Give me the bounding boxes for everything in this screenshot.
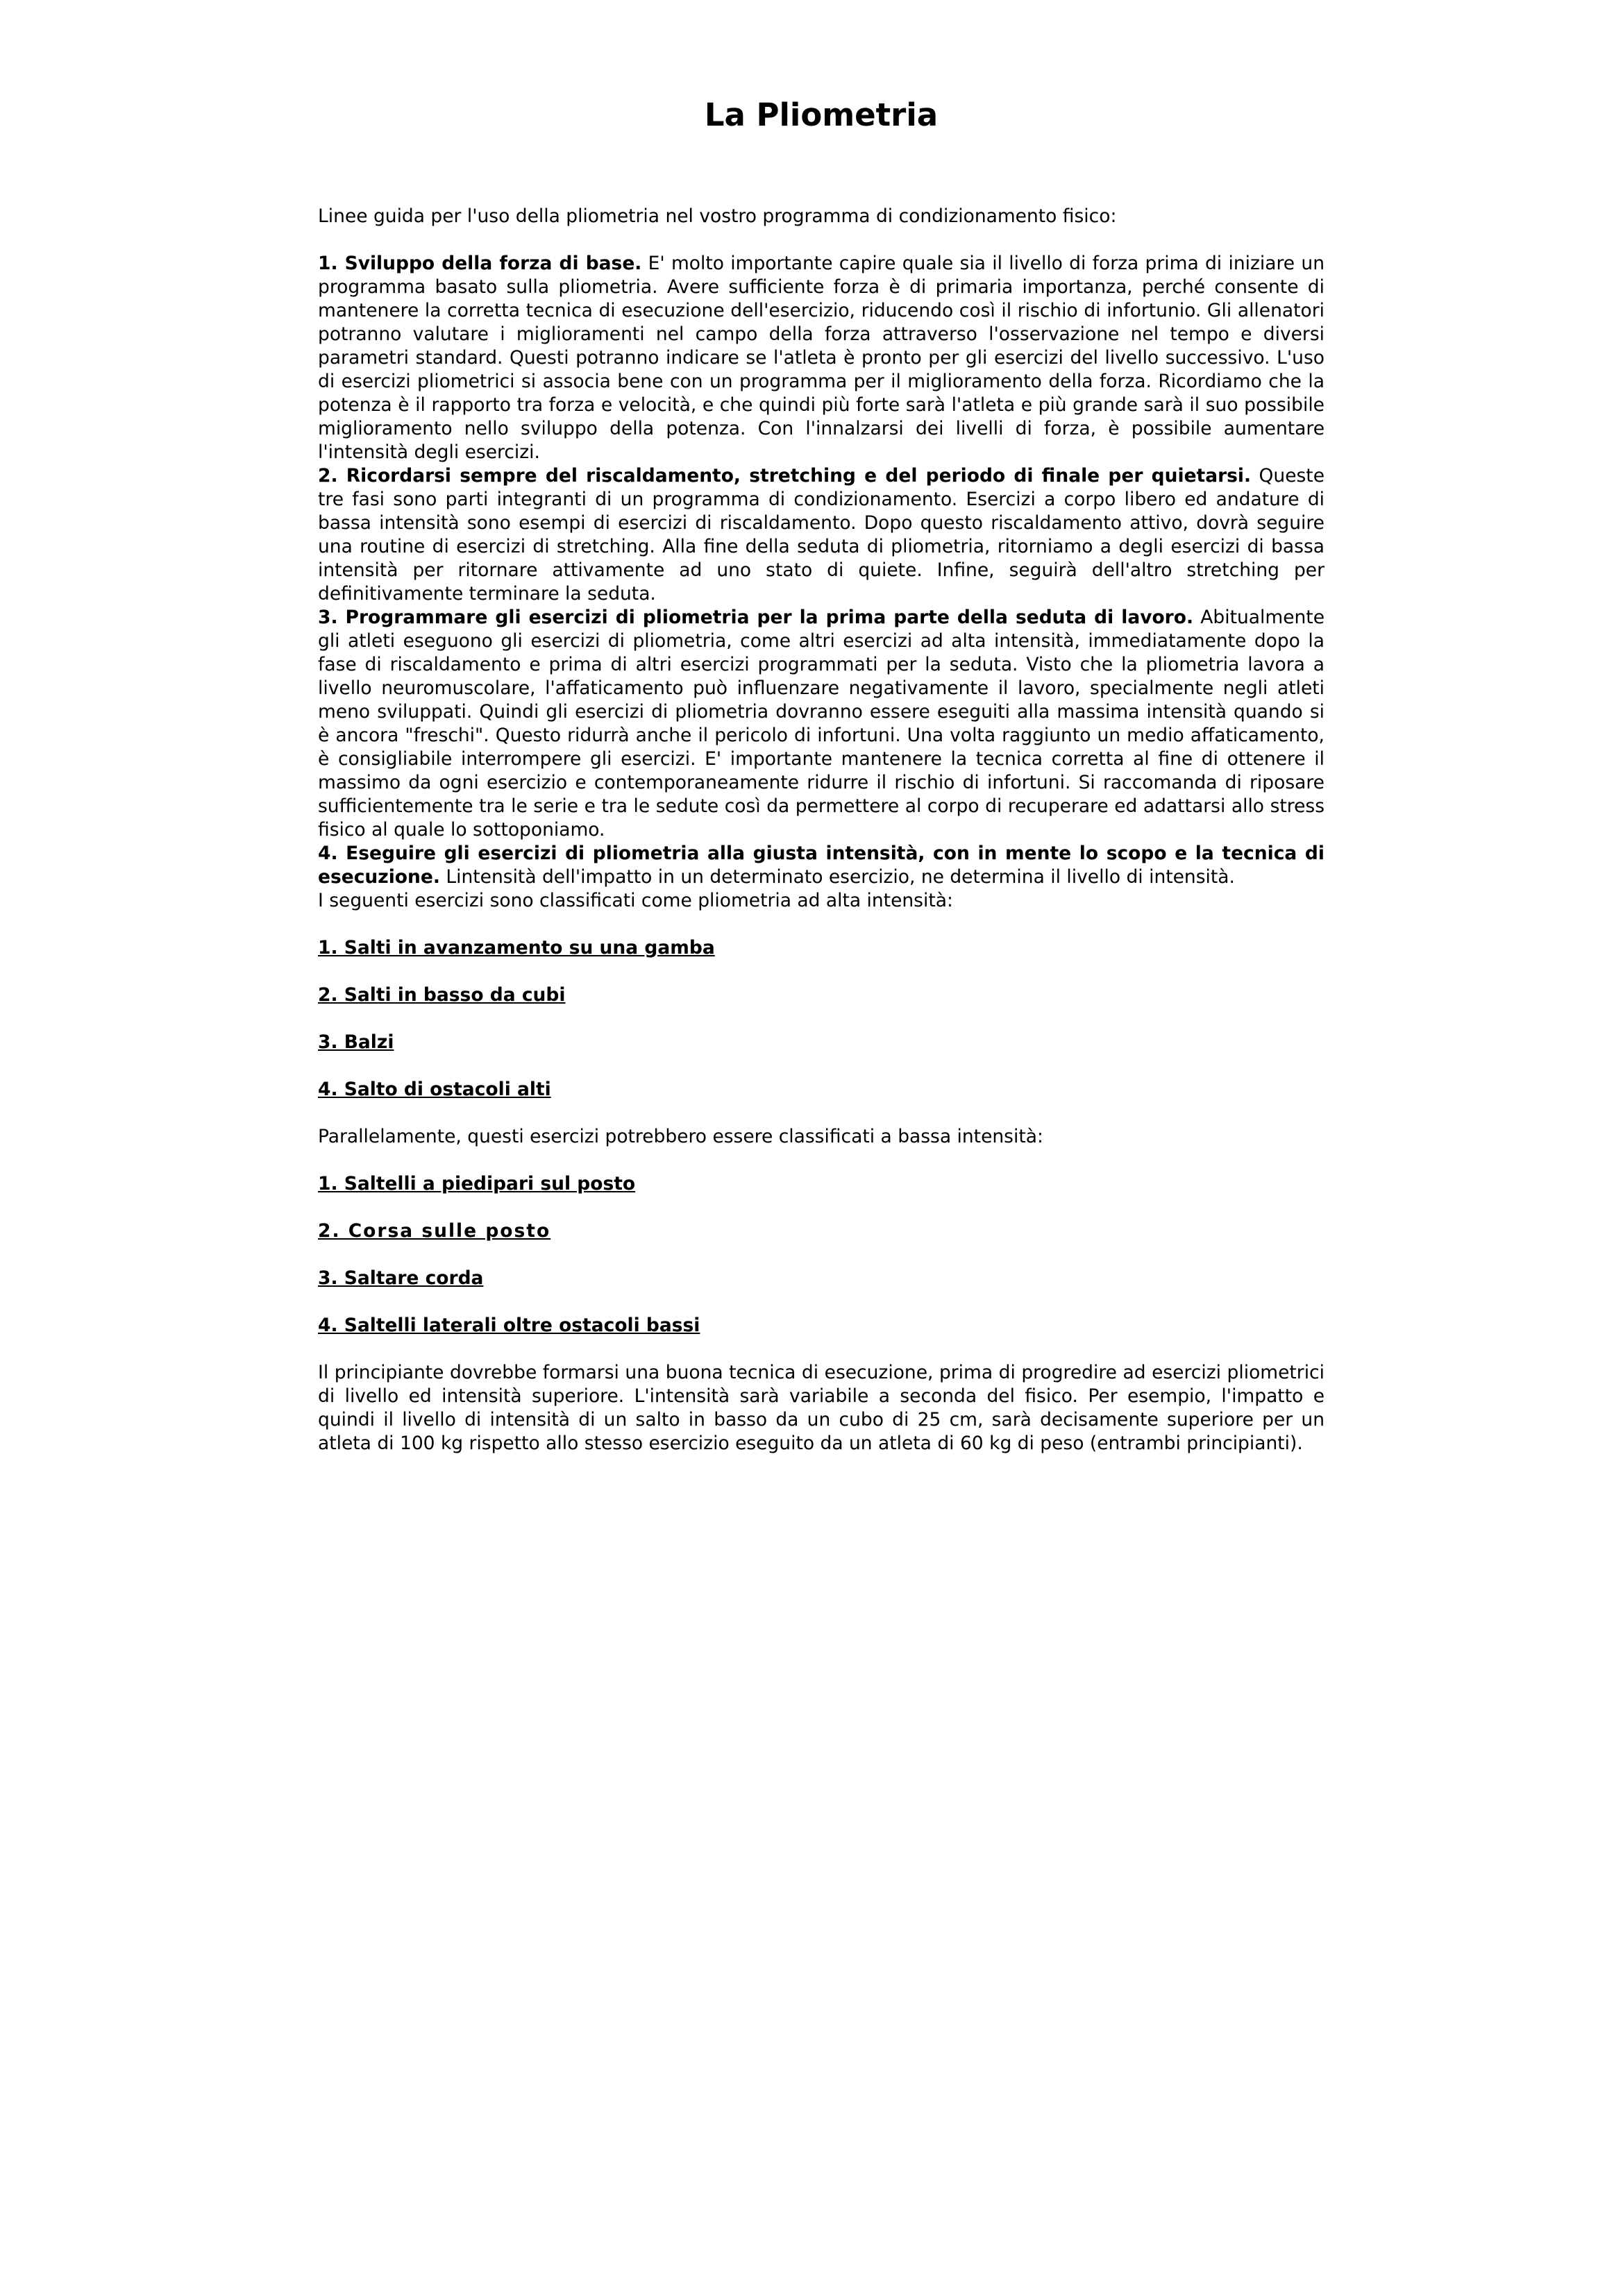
high-exercise-1: 1. Salti in avanzamento su una gamba [318, 937, 715, 959]
guideline-3-text: Abitualmente gli atleti eseguono gli esercizi di pliometria, come altri esercizi ad alta intensità, immediatamente dopo la fase di riscaldamento e prima di altri esercizi programmati per la seduta. Visto che la pliometria lavora a livello neuromuscolare, l'affaticamento può influenzare negativamente il lavoro, specialmente negli atleti meno sviluppati. Quindi gli esercizi di pliometria dovranno essere eseguiti alla massima intensità quando si è ancora "freschi". Questo ridurrà anche il pericolo di infortuni. Una volta raggiunto un medio affaticamento, è consigliabile interrompere gli esercizi. E' importante mantenere la tecnica corretta al fine di ottenere il massimo da ogni esercizio e contemporaneamente ridurre il rischio di infortuni. Si raccomanda di riposare sufficientemente tra le serie e tra le sedute così da permettere al corpo di recuperare ed adattarsi allo stress fisico al quale lo sottoponiamo. [318, 607, 1325, 841]
high-exercise-2: 2. Salti in basso da cubi [318, 984, 566, 1006]
guideline-2-text: Queste tre fasi sono parti integranti di un programma di condizionamento. Esercizi a corpo libero ed andature di bassa intensità sono esempi di esercizi di riscaldamento. Dopo questo riscaldamento attivo, dovrà seguire una routine di esercizi di stretching. Alla fine della seduta di pliometria, ritorniamo a degli esercizi di bassa intensità per ritornare attivamente ad uno stato di quiete. Infine, seguirà dell'altro stretching per definitivamente terminare la seduta. [318, 465, 1325, 605]
guideline-4-text: Lintensità dell'impatto in un determinato esercizio, ne determina il livello di intensità. [439, 866, 1235, 888]
low-exercise-4: 4. Saltelli laterali oltre ostacoli bassi [318, 1315, 700, 1336]
low-exercise-1: 1. Saltelli a piedipari sul posto [318, 1173, 636, 1195]
guideline-4-heading: 4. Eseguire gli esercizi di pliometria alla giusta intensità, con in mente lo scopo e la tecnica di esecuzione. [318, 843, 1325, 888]
page-title: La Pliometria [704, 96, 939, 133]
guideline-1 [318, 252, 1325, 464]
low-exercise-3: 3. Saltare corda [318, 1267, 484, 1289]
guideline-1-text: E' molto importante capire quale sia il livello di forza prima di iniziare un programma basato sulla pliometria. Avere sufficiente forza è di primaria importanza, perché consente di mantenere la corretta tecnica di esecuzione dell'esercizio, riducendo così il rischio di infortunio. Gli allenatori potranno valutare i miglioramenti nel campo della forza attraverso l'osservazione nel tempo e diversi parametri standard. Questi potranno indicare se l'atleta è pronto per gli esercizi del livello successivo. L'uso di esercizi pliometrici si associa bene con un programma per il miglioramento della forza. Ricordiamo che la potenza è il rapporto tra forza e velocità, e che quindi più forte sarà l'atleta e più grande sarà il suo possibile miglioramento nello sviluppo della potenza. Con l'innalzarsi dei livelli di forza, è possibile aumentare l'intensità degli esercizi. [318, 253, 1325, 463]
guideline-3 [318, 606, 1325, 842]
high-exercise-3: 3. Balzi [318, 1031, 394, 1053]
low-intensity-intro: Parallelamente, questi esercizi potrebbero essere classificati a bassa intensità: [318, 1126, 1043, 1147]
guideline-2-heading: 2. Ricordarsi sempre del riscaldamento, stretching e del periodo di finale per quietarsi. [318, 465, 1252, 487]
high-exercise-4: 4. Salto di ostacoli alti [318, 1079, 551, 1100]
intro-paragraph: Linee guida per l'uso della pliometria nel vostro programma di condizionamento fisico: [318, 205, 1117, 227]
closing-paragraph: Il principiante dovrebbe formarsi una buona tecnica di esecuzione, prima di progredire ad esercizi pliometrici di livello ed intensità superiore. L'intensità sarà variabile a seconda del fisico. Per esempio, l'impatto e quindi il livello di intensità di un salto in basso da un cubo di 25 cm, sarà decisamente superiore per un atleta di 100 kg rispetto allo stesso esercizio eseguito da un atleta di 60 kg di peso (entrambi principianti). [318, 1362, 1325, 1454]
high-intensity-intro: I seguenti esercizi sono classificati come pliometria ad alta intensità: [318, 890, 953, 911]
guideline-3-heading: 3. Programmare gli esercizi di pliometria per la prima parte della seduta di lavoro. [318, 607, 1194, 628]
low-exercise-2: 2. Corsa sulle posto [318, 1220, 551, 1242]
guideline-1-heading: 1. Sviluppo della forza di base. [318, 253, 642, 274]
guideline-4 [318, 842, 1325, 889]
document-body [318, 205, 1325, 1455]
guideline-2 [318, 464, 1325, 606]
